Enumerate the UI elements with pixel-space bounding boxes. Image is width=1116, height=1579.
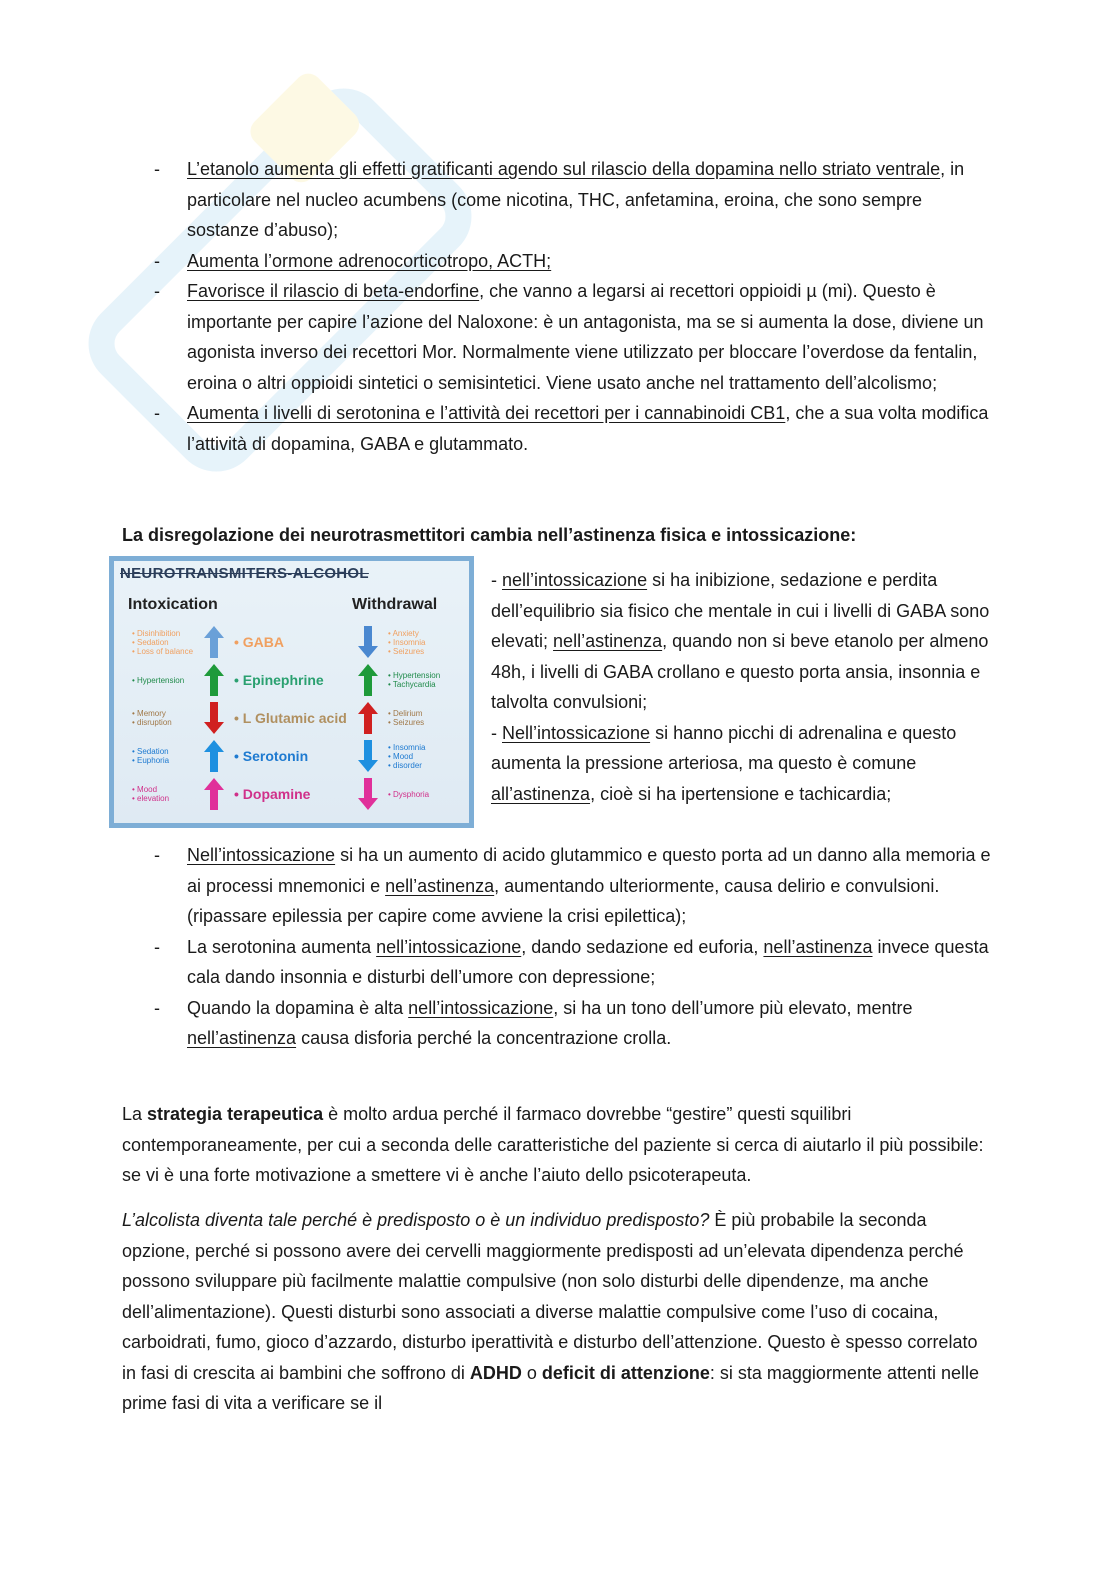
withdrawal-heading: Withdrawal: [352, 596, 438, 613]
arrow-down-icon: [358, 626, 378, 658]
neurotransmitter-label: • Epinephrine: [234, 672, 324, 688]
neurotransmitter-label: • L Glutamic acid: [234, 710, 347, 726]
intoxication-effects: • Disinhibition • Sedation • Loss of balance: [132, 628, 194, 656]
arrow-up-icon: [204, 778, 224, 810]
list-item: - Aumenta l’ormone adrenocorticotropo, ACTH;: [122, 246, 992, 277]
withdrawal-effects: • Insomnia • Mood • disorder: [388, 742, 426, 770]
arrow-up-icon: [358, 702, 378, 734]
intoxication-heading: Intoxication: [128, 596, 218, 613]
figure-row: [114, 699, 469, 737]
paragraph-predisposition: L’alcolista diventa tale perché è predisposto o è un individuo predisposto? È più probabile la seconda opzione, perché si possono avere dei cervelli maggiormente predisposti ad un’elevata dipendenza perché possono sviluppare più facilmente malattie compulsive (non solo disturbi delle dipendenze, ma anche dell’alimentazione). Questi disturbi sono associati a diverse malattie compulsive come l’uso di cocaina, carboidrati, fumo, gioco d’azzardo, disturbo iperattività e disturbo dell’attenzione. Questo è spesso correlato in fasi di crescita ai bambini che soffrono di ADHD o deficit di attenzione: si sta maggiormente attenti nelle prime fasi di vita a verificare se il: [122, 1210, 980, 1413]
side-text: [491, 565, 991, 809]
arrow-up-icon: [204, 626, 224, 658]
bullet-list-effects: [122, 154, 992, 459]
list-item: - Quando la dopamina è alta nell’intossicazione, si ha un tono dell’umore più elevato, mentre nell’astinenza causa disforia perché la concentrazione crolla.: [122, 993, 992, 1054]
paragraph: - Nell’intossicazione si hanno picchi di adrenalina e questo aumenta la pressione arteriosa, ma questo è comune all’astinenza, cioè si ha ipertensione e tachicardia;: [491, 722, 957, 804]
arrow-down-icon: [204, 702, 224, 734]
figure-row: [114, 737, 469, 775]
withdrawal-effects: • Delirium • Seizures: [388, 709, 425, 727]
neurotransmitter-label: • Serotonin: [234, 748, 309, 764]
intoxication-effects: • Memory • disruption: [132, 709, 172, 727]
neurotransmitter-label: • GABA: [234, 634, 285, 650]
withdrawal-effects: • Dysphoria: [388, 789, 430, 799]
withdrawal-effects: • Hypertension • Tachycardia: [388, 671, 441, 689]
figure-row: [114, 775, 469, 813]
intoxication-effects: • Sedation • Euphoria: [132, 747, 170, 765]
arrow-up-icon: [358, 664, 378, 696]
intoxication-effects: • Hypertension: [132, 675, 185, 685]
neurotransmitter-label: • Dopamine: [234, 786, 311, 802]
paragraph-therapy: La strategia terapeutica è molto ardua perché il farmaco dovrebbe “gestire” questi squilibri contemporaneamente, per cui a seconda delle caratteristiche del paziente si cerca di aiutarlo il più possibile: se vi è una forte motivazione a smettere vi è anche l’aiuto dello psicoterapeuta.: [122, 1104, 984, 1185]
list-item: - Aumenta i livelli di serotonina e l’attività dei recettori per i cannabinoidi CB1, che a sua volta modifica l’attività di dopamina, GABA e glutammato.: [122, 398, 992, 459]
section-heading: La disregolazione dei neurotrasmettitori cambia nell’astinenza fisica e intossicazione:: [122, 525, 857, 545]
list-item: - L’etanolo aumenta gli effetti gratificanti agendo sul rilascio della dopamina nello striato ventrale, in particolare nel nucleo acumbens (come nicotina, THC, anfetamina, eroina, che sono sempre sostanze d’abuso);: [122, 154, 992, 246]
figure-title: NEUROTRANSMITERS-ALCOHOL: [120, 565, 369, 582]
bullet-list-neurotransmitters: [122, 840, 992, 1054]
withdrawal-effects: • Anxiety • Insomnia • Seizures: [388, 628, 426, 656]
arrow-up-icon: [204, 740, 224, 772]
paragraph: - nell’intossicazione si ha inibizione, sedazione e perdita dell’equilibrio sia fisico che mentale in cui i livelli di GABA sono elevati; nell’astinenza, quando non si beve etanolo per almeno 48h, i livelli di GABA crollano e questo porta ansia, insonnia e talvolta convulsioni;: [491, 570, 990, 712]
figure-row: [114, 623, 469, 661]
list-item: - La serotonina aumenta nell’intossicazione, dando sedazione ed euforia, nell’astinenza invece questa cala dando insonnia e disturbi dell’umore con depressione;: [122, 932, 992, 993]
intoxication-effects: • Mood • elevation: [132, 785, 170, 803]
list-item: - Nell’intossicazione si ha un aumento di acido glutammico e questo porta ad un danno alla memoria e ai processi mnemonici e nell’astinenza, aumentando ulteriormente, causa delirio e convulsioni. (ripassare epilessia per capire come avviene la crisi epilettica);: [122, 840, 992, 932]
neurotransmitters-figure: [109, 556, 474, 828]
figure-row: [114, 661, 469, 699]
arrow-down-icon: [358, 778, 378, 810]
arrow-down-icon: [358, 740, 378, 772]
list-item: - Favorisce il rilascio di beta-endorfine, che vanno a legarsi ai recettori oppioidi µ (mi). Questo è importante per capire l’azione del Naloxone: è un antagonista, ma se si aumenta la dose, diviene un agonista inverso dei recettori Mor. Normalmente viene utilizzato per bloccare l’overdose da fentalin, eroina o altri oppioidi sintetici o semisintetici. Viene usato anche nel trattamento dell’alcolismo;: [122, 276, 992, 398]
arrow-up-icon: [204, 664, 224, 696]
